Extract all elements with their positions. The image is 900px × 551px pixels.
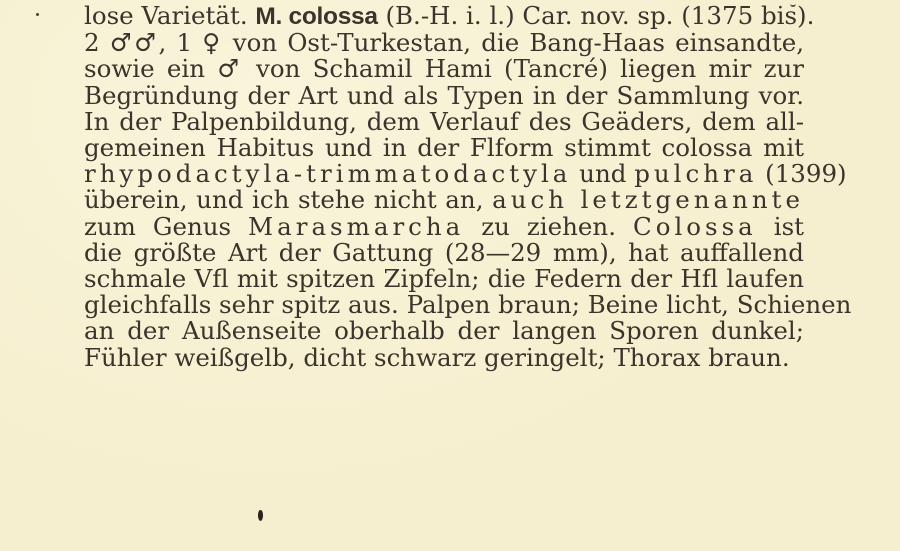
text-line-8 bbox=[84, 187, 804, 213]
text-line-2: 2 ♂♂, 1 ♀ von Ost-Turkestan, die Bang-Haas einsandte, bbox=[84, 28, 804, 58]
species-rhypodactyla-trimmatodactyla: rhypodactyla-trimmatodactyla bbox=[84, 159, 572, 189]
line-1-pre: lose Varietät. bbox=[84, 1, 256, 30]
page-text bbox=[84, 1, 852, 372]
text-line-6: gemeinen Habitus und in der Flform stimmt colossa mit bbox=[84, 133, 804, 163]
species-pulchra: pulchra bbox=[634, 159, 758, 189]
line-9-pre: zum Genus bbox=[84, 211, 249, 241]
line-7-post: (1399) bbox=[757, 159, 847, 189]
text-line-14: Fühler weißgelb, dicht schwarz geringelt; Thorax braun. bbox=[84, 342, 790, 372]
text-line-10: die größte Art der Gattung (28—29 mm), hat auffallend bbox=[84, 237, 804, 267]
line-8-pre: überein, und ich stehe nicht an, bbox=[84, 185, 493, 215]
text-line-1 bbox=[84, 1, 815, 30]
line-7-mid: und bbox=[571, 159, 635, 189]
text-line-13: an der Außenseite oberhalb der langen Sporen dunkel; bbox=[84, 316, 804, 346]
margin-dot bbox=[36, 13, 39, 16]
emphasis-auch-letztgenannte: auch letztgenannte bbox=[492, 185, 804, 215]
line-9-post: ist bbox=[756, 211, 805, 241]
text-line-12: gleichfalls sehr spitz aus. Palpen braun; Beine licht, Schienen bbox=[84, 290, 852, 320]
species-colossa: Colossa bbox=[632, 211, 757, 241]
text-line-7 bbox=[84, 159, 847, 189]
text-line-5: In der Palpenbildung, dem Verlauf des Geäders, dem all- bbox=[84, 106, 804, 136]
text-line-4: Begründung der Art und als Typen in der Sammlung vor. bbox=[84, 80, 804, 110]
genus-marasmarcha: Marasmarcha bbox=[248, 211, 465, 241]
text-line-11: schmale Vfl mit spitzen Zipfeln; die Federn der Hfl laufen bbox=[84, 264, 804, 294]
line-9-mid: zu ziehen. bbox=[464, 211, 633, 241]
text-line-3: sowie ein ♂ von Schamil Hami (Tancré) liegen mir zur bbox=[84, 54, 804, 84]
ink-spot bbox=[258, 510, 263, 521]
text-line-9 bbox=[84, 211, 805, 241]
line-1-post: (B.-H. i. l.) Car. nov. sp. (1375 bis). bbox=[377, 1, 815, 30]
species-name-colossa: M. colossa bbox=[255, 3, 378, 30]
